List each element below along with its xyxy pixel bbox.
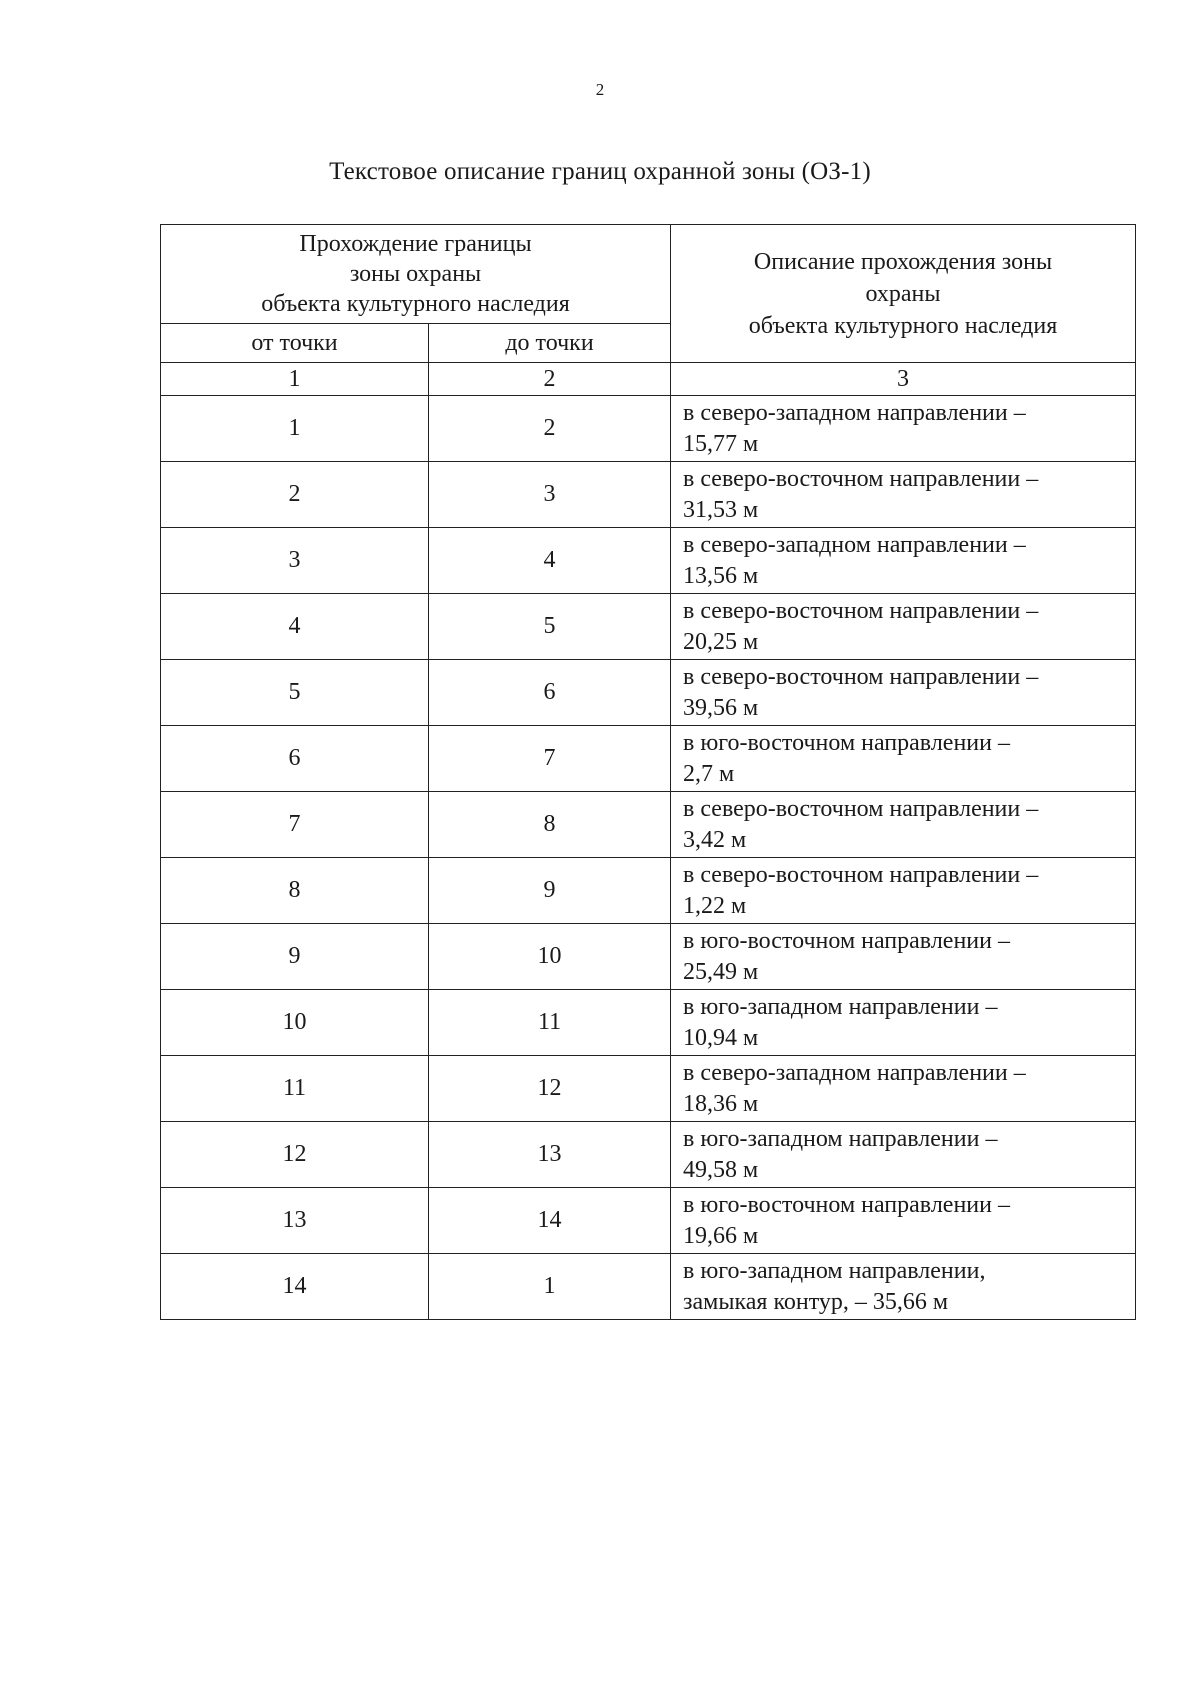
description-cell xyxy=(671,858,1136,924)
description-cell xyxy=(671,726,1136,792)
description-line: 49,58 м xyxy=(683,1156,759,1183)
to-point-cell: 2 xyxy=(429,396,671,462)
description-line: в юго-восточном направлении – xyxy=(683,927,1010,954)
to-point-cell: 10 xyxy=(429,924,671,990)
to-point-cell: 11 xyxy=(429,990,671,1056)
from-point-cell: 5 xyxy=(161,660,429,726)
header-desc-line: Описание прохождения зоны xyxy=(753,248,1053,275)
description-line: 19,66 м xyxy=(683,1222,759,1249)
description-line: в северо-западном направлении – xyxy=(683,399,1026,426)
description-cell xyxy=(671,1056,1136,1122)
table-row xyxy=(161,462,1136,528)
table-row xyxy=(161,924,1136,990)
to-point-cell: 8 xyxy=(429,792,671,858)
to-point-cell: 4 xyxy=(429,528,671,594)
from-point-cell: 10 xyxy=(161,990,429,1056)
description-line: 13,56 м xyxy=(683,562,759,589)
header-group-line: зоны охраны xyxy=(349,261,482,287)
table-row xyxy=(161,528,1136,594)
from-point-cell: 9 xyxy=(161,924,429,990)
description-line: в северо-восточном направлении – xyxy=(683,861,1039,888)
description-cell xyxy=(671,1188,1136,1254)
from-point-cell: 3 xyxy=(161,528,429,594)
description-cell xyxy=(671,660,1136,726)
table-row xyxy=(161,792,1136,858)
header-group-line: объекта культурного наследия xyxy=(261,291,570,317)
description-line: в юго-восточном направлении – xyxy=(683,1191,1010,1218)
table-row xyxy=(161,1056,1136,1122)
description-cell xyxy=(671,1254,1136,1320)
description-cell xyxy=(671,396,1136,462)
header-desc-line: объекта культурного наследия xyxy=(748,312,1058,339)
to-point-cell: 1 xyxy=(429,1254,671,1320)
description-line: 20,25 м xyxy=(683,628,759,655)
table-row xyxy=(161,396,1136,462)
to-point-cell: 6 xyxy=(429,660,671,726)
description-line: 1,22 м xyxy=(683,892,747,919)
description-line: 31,53 м xyxy=(683,496,759,523)
page-number: 2 xyxy=(595,80,605,99)
to-point-cell: 12 xyxy=(429,1056,671,1122)
document-title: Текстовое описание границ охранной зоны (ОЗ-1) xyxy=(329,158,871,185)
header-from-point: от точки xyxy=(161,324,429,363)
column-number: 1 xyxy=(161,363,429,396)
to-point-cell: 14 xyxy=(429,1188,671,1254)
description-line: в северо-восточном направлении – xyxy=(683,663,1039,690)
to-point-cell: 3 xyxy=(429,462,671,528)
column-number: 2 xyxy=(429,363,671,396)
table-row xyxy=(161,726,1136,792)
description-line: в юго-западном направлении, xyxy=(683,1257,986,1284)
header-group-cell xyxy=(161,225,671,324)
description-line: в юго-западном направлении – xyxy=(683,993,998,1020)
from-point-cell: 2 xyxy=(161,462,429,528)
table-row xyxy=(161,858,1136,924)
table-body xyxy=(161,396,1136,1320)
description-line: в северо-западном направлении – xyxy=(683,531,1026,558)
description-cell xyxy=(671,990,1136,1056)
description-cell xyxy=(671,594,1136,660)
from-point-cell: 14 xyxy=(161,1254,429,1320)
description-line: 3,42 м xyxy=(683,826,747,853)
description-cell xyxy=(671,528,1136,594)
to-point-cell: 5 xyxy=(429,594,671,660)
description-line: замыкая контур, – 35,66 м xyxy=(683,1288,949,1315)
description-line: в юго-западном направлении – xyxy=(683,1125,998,1152)
from-point-cell: 7 xyxy=(161,792,429,858)
table-row xyxy=(161,990,1136,1056)
description-line: 18,36 м xyxy=(683,1090,759,1117)
boundary-table xyxy=(160,224,1136,1320)
from-point-cell: 13 xyxy=(161,1188,429,1254)
from-point-cell: 11 xyxy=(161,1056,429,1122)
header-group-line: Прохождение границы xyxy=(299,231,532,257)
description-line: в северо-восточном направлении – xyxy=(683,795,1039,822)
table-row xyxy=(161,594,1136,660)
description-line: 15,77 м xyxy=(683,430,759,457)
table-row xyxy=(161,1188,1136,1254)
to-point-cell: 7 xyxy=(429,726,671,792)
description-line: в северо-западном направлении – xyxy=(683,1059,1026,1086)
to-point-cell: 9 xyxy=(429,858,671,924)
from-point-cell: 4 xyxy=(161,594,429,660)
table-row xyxy=(161,660,1136,726)
description-line: 39,56 м xyxy=(683,694,759,721)
description-line: 2,7 м xyxy=(683,760,735,787)
description-line: 25,49 м xyxy=(683,958,759,985)
from-point-cell: 1 xyxy=(161,396,429,462)
description-cell xyxy=(671,792,1136,858)
column-number-row xyxy=(161,363,1136,396)
description-cell xyxy=(671,924,1136,990)
from-point-cell: 8 xyxy=(161,858,429,924)
header-to-point: до точки xyxy=(429,324,671,363)
header-row xyxy=(161,225,1136,324)
to-point-cell: 13 xyxy=(429,1122,671,1188)
description-cell xyxy=(671,462,1136,528)
from-point-cell: 6 xyxy=(161,726,429,792)
table-row xyxy=(161,1122,1136,1188)
description-line: в юго-восточном направлении – xyxy=(683,729,1010,756)
column-number: 3 xyxy=(671,363,1136,396)
from-point-cell: 12 xyxy=(161,1122,429,1188)
description-cell xyxy=(671,1122,1136,1188)
description-line: в северо-восточном направлении – xyxy=(683,465,1039,492)
header-desc-line: охраны xyxy=(865,280,941,307)
header-desc-cell xyxy=(671,225,1136,363)
description-line: в северо-восточном направлении – xyxy=(683,597,1039,624)
table-row xyxy=(161,1254,1136,1320)
description-line: 10,94 м xyxy=(683,1024,759,1051)
